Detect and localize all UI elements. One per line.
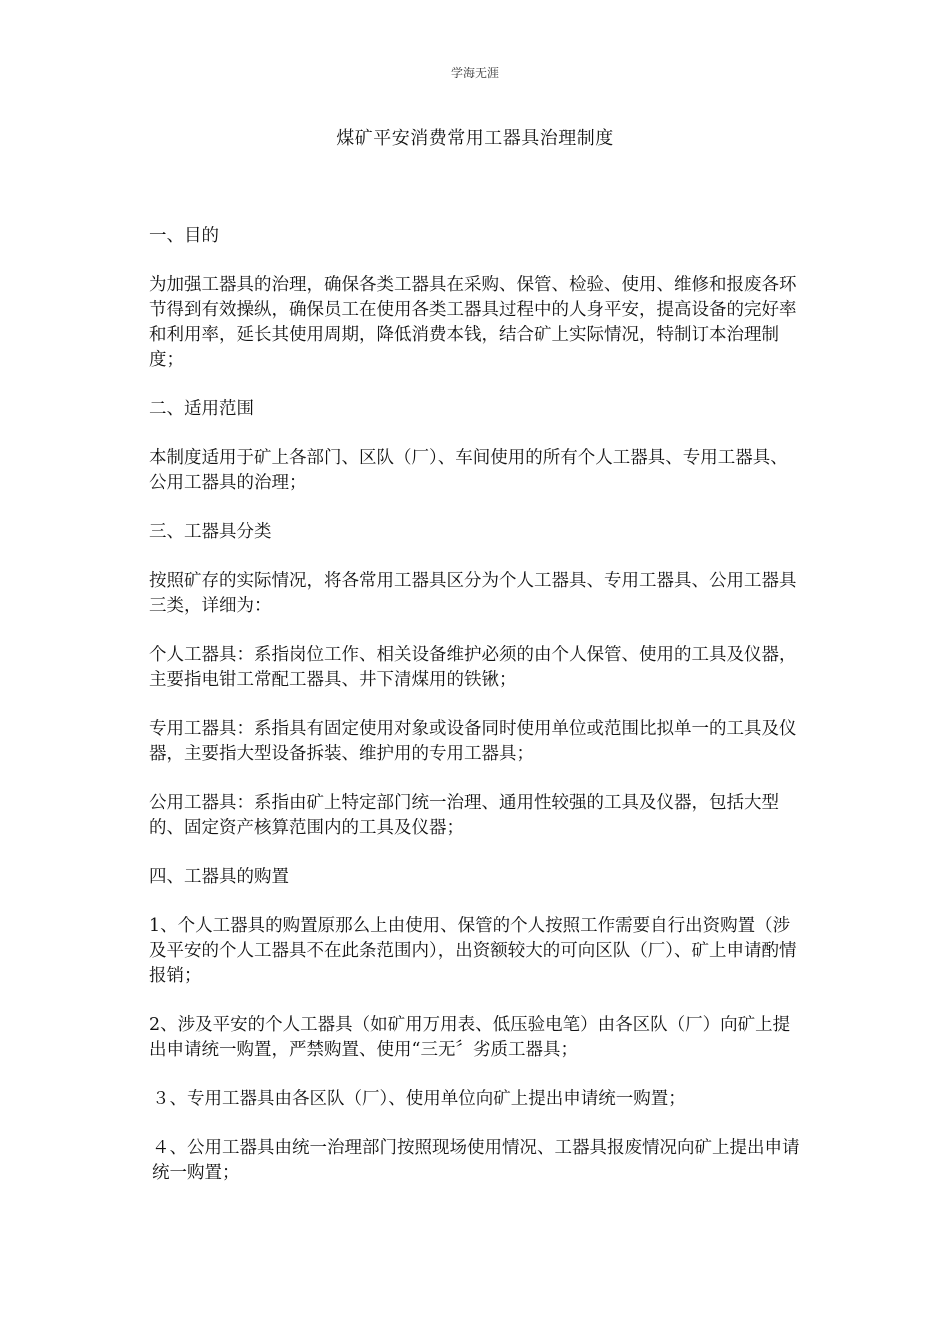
paragraph-personal-tools: 个人工器具：系指岗位工作、相关设备维护必须的由个人保管、使用的工具及仪器，主要指电钳工常配工器具、井下清煤用的铁锹；	[149, 645, 797, 690]
paragraph-purchase-2: 2、涉及平安的个人工器具（如矿用万用表、低压验电笔）由各区队（厂）向矿上提出申请统一购置，严禁购置、使用“三无〞劣质工器具；	[149, 1015, 791, 1060]
document-title: 煤矿平安消费常用工器具治理制度	[336, 128, 614, 149]
section-heading-purpose: 一、目的	[149, 226, 219, 246]
section-heading-purchase: 四、工器具的购置	[149, 867, 289, 887]
document-body	[149, 224, 805, 1210]
paragraph-scope: 本制度适用于矿上各部门、区队（厂）、车间使用的所有个人工器具、专用工器具、公用工器具的治理；	[149, 448, 788, 493]
paragraph-classification-intro: 按照矿存的实际情况，将各常用工器具区分为个人工器具、专用工器具、公用工器具三类，详细为：	[149, 571, 797, 616]
paragraph-purchase-3: ３、专用工器具由各区队（厂）、使用单位向矿上提出申请统一购置；	[152, 1089, 686, 1109]
page-header: 学海无涯	[450, 66, 499, 80]
section-heading-scope: 二、适用范围	[149, 399, 254, 419]
paragraph-purpose: 为加强工器具的治理，确保各类工器具在采购、保管、检验、使用、维修和报废各环节得到有效操纵，确保员工在使用各类工器具过程中的人身平安，提高设备的完好率和利用率，延长其使用周期，降低消费本钱，结合矿上实际情况，特制订本治理制度；	[149, 275, 797, 370]
paragraph-public-tools: 公用工器具：系指由矿上特定部门统一治理、通用性较强的工具及仪器，包括大型的、固定资产核算范围内的工具及仪器；	[149, 793, 779, 838]
paragraph-purchase-4: ４、公用工器具由统一治理部门按照现场使用情况、工器具报废情况向矿上提出申请统一购置；	[152, 1138, 800, 1183]
paragraph-purchase-1: 1、个人工器具的购置原那么上由使用、保管的个人按照工作需要自行出资购置（涉及平安的个人工器具不在此条范围内），出资额较大的可向区队（厂）、矿上申请酌情报销；	[149, 916, 797, 986]
section-heading-classification: 三、工器具分类	[149, 522, 272, 542]
paragraph-special-tools: 专用工器具：系指具有固定使用对象或设备同时使用单位或范围比拟单一的工具及仪器，主要指大型设备拆装、维护用的专用工器具；	[149, 719, 797, 764]
